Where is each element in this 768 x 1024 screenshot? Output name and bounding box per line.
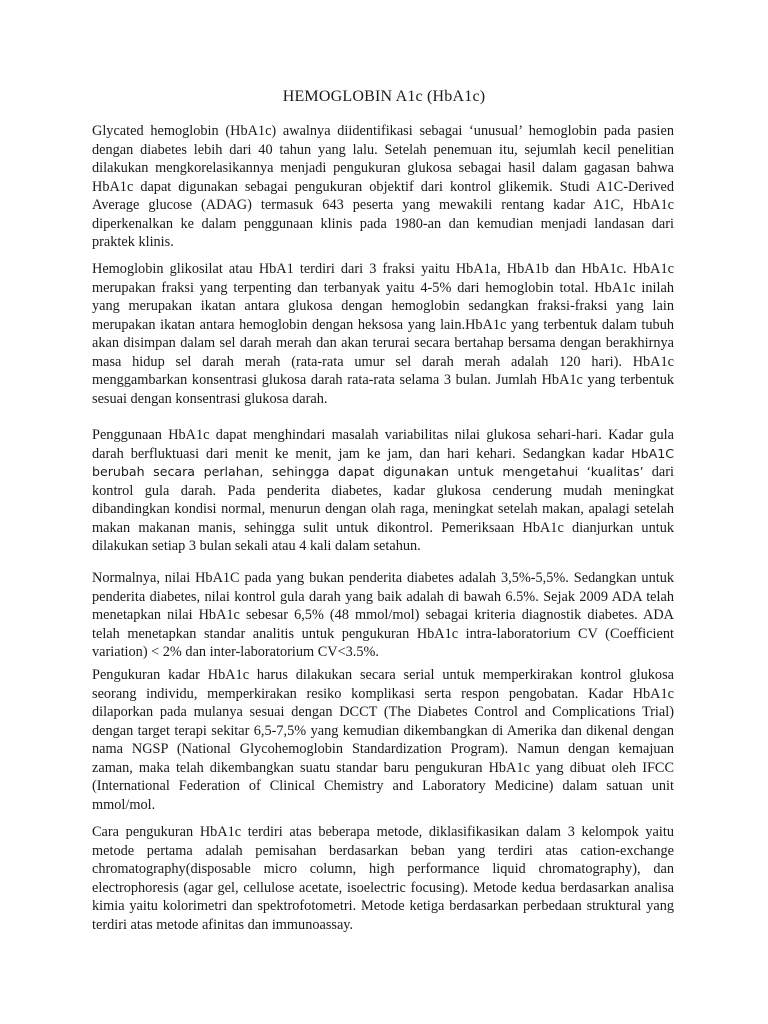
paragraph-6: Cara pengukuran HbA1c terdiri atas beberapa metode, diklasifikasikan dalam 3 kelompok yaitu metode pertama adalah pemisahan berdasarkan beban yang terdiri atas cation-exchange chromatography(disposable micro column, high performance liquid chromatography), dan electrophoresis (agar gel, cellulose acetate, isoelectric focusing). Metode kedua berdasarkan analisa kimia yaitu kolorimetri dan spektrofotometri. Metode ketiga berdasarkan perbedaan struktural yang terdiri atas metode afinitas dan immunoassay. [92,824,674,933]
paragraph-3 [92,426,674,556]
paragraph-1-text-b: hemoglobin pada pasien dengan diabetes lebih dari 40 tahun yang lalu. Setelah penemuan itu, sejumlah kecil penelitian dilakukan mengkorelasikannya menjadi pengukuran glukosa sebagai hasil dalam gagasan bahwa HbA1c dapat digunakan sebagai pengukuran objektif dari kontrol glikemik. Studi A1C-Derived Average glucose (ADAG) termasuk 643 peserta yang mewakili rentang kadar A1C, HbA1c diperkenalkan ke dalam penggunaan klinis pada 1980-an dan kemudian menjadi landasan dari praktek klinis. [92,123,674,250]
paragraph-5: Pengukuran kadar HbA1c harus dilakukan secara serial untuk memperkirakan kontrol glukosa seorang individu, memperkirakan resiko komplikasi serta respon pengobatan. Kadar HbA1c dilaporkan pada mulanya sesuai dengan DCCT (The Diabetes Control and Complications Trial) dengan target terapi sekitar 6,5-7,5% yang kemudian dikembangkan di Amerika dan dikenal dengan nama NGSP (National Glycohemoglobin Standardization Program). Namun dengan kemajuan zaman, maka telah dikembangkan suatu standar baru pengukuran HbA1c yang dibuat oleh IFCC (International Federation of Clinical Chemistry and Laboratory Medicine) dalam satuan unit mmol/mol. [92,667,674,813]
paragraph-3-text-b: dari kontrol gula darah. Pada penderita diabetes, kadar glukosa cenderung mudah meningkat dibandingkan kondisi normal, menurun dengan olah raga, meningkat setelah makan, apalagi setelah makan makanan manis, sehingga sulit untuk dikontrol. Pemeriksaan HbA1c dianjurkan untuk dilakukan setiap 3 bulan sekali atau 4 kali dalam setahun. [92,464,674,554]
document-title: HEMOGLOBIN A1c (HbA1c) [282,88,486,105]
paragraph-4: Normalnya, nilai HbA1C pada yang bukan penderita diabetes adalah 3,5%-5,5%. Sedangkan untuk penderita diabetes, nilai kontrol gula darah yang baik adalah di bawah 6.5%. Sejak 2009 ADA telah menetapkan nilai HbA1c sebesar 6,5% (48 mmol/mol) sebagai kriteria diagnostik diabetes. ADA telah menetapkan standar analitis untuk pengukuran HbA1c intra-laboratorium CV (Coefficient variation) < 2% dan inter-laboratorium CV<3.5%. [92,570,674,660]
paragraph-1-text-a: Glycated hemoglobin (HbA1c) awalnya diidentifikasi sebagai [92,123,470,139]
paragraph-2: Hemoglobin glikosilat atau HbA1 terdiri dari 3 fraksi yaitu HbA1a, HbA1b dan HbA1c. HbA1c merupakan fraksi yang terpenting dan terbanyak yaitu 4-5% dari hemoglobin total. HbA1c inilah yang merupakan ikatan antara glukosa dengan hemoglobin sedangkan fraksi-fraksi yang lain merupakan ikatan antara hemoglobin dengan heksosa yang lain.HbA1c yang terbentuk dalam tubuh akan disimpan dalam sel darah merah dan akan terurai secara bertahap bersama dengan berakhirnya masa hidup sel darah merah (rata-rata umur sel darah merah adalah 120 hari). HbA1c menggambarkan konsentrasi glukosa darah rata-rata selama 3 bulan. Jumlah HbA1c yang terbentuk sesuai dengan konsentrasi glukosa darah. [92,261,674,407]
paragraph-3-sans-segment: HbA1C berubah secara perlahan, sehingga dapat digunakan untuk mengetahui ‘kualitas’ [92,445,674,479]
paragraph-1 [92,122,674,252]
paragraph-1-quoted-term: ‘unusual’ [469,123,522,139]
paragraph-3-text-a: Penggunaan HbA1c dapat menghindari masalah variabilitas nilai glukosa sehari-hari. Kadar gula darah berfluktuasi dari menit ke menit, jam ke jam, dan hari kehari. Sedangkan kadar [92,427,674,462]
